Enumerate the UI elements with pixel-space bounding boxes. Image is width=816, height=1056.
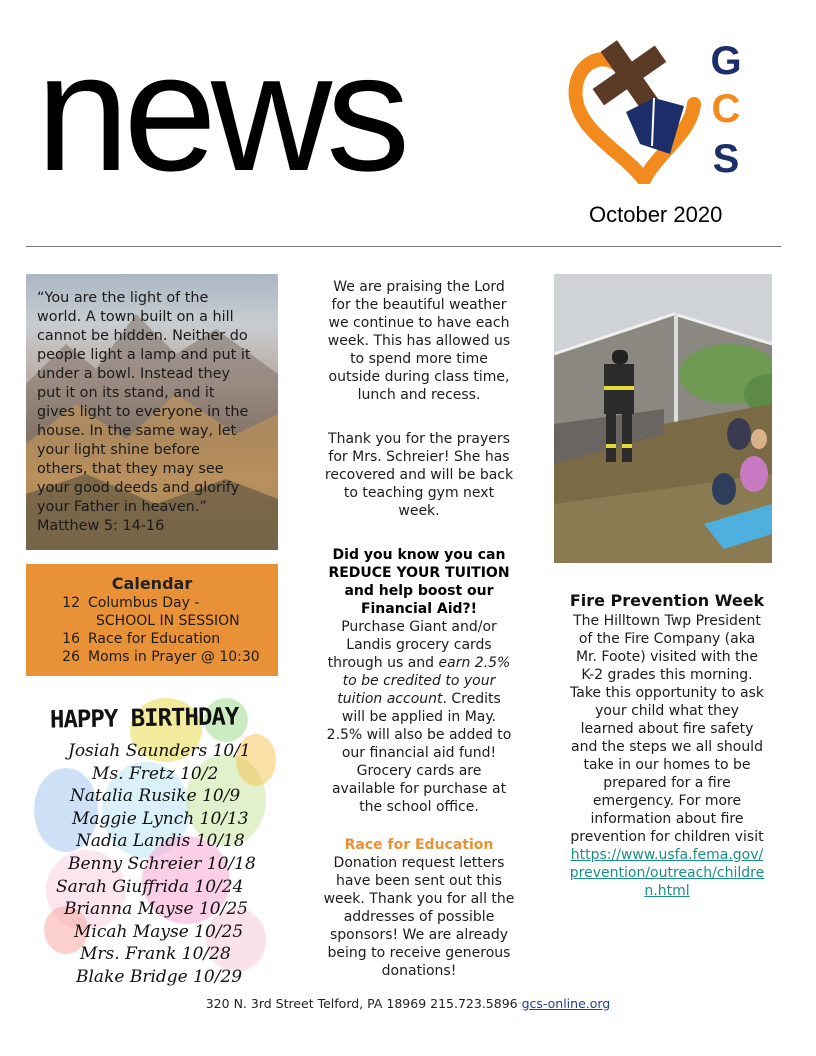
- quote-line: “You are the light of the: [37, 290, 209, 306]
- logo-letter-s: S: [712, 137, 740, 181]
- birthday-entry: Blake Bridge 10/29: [76, 966, 243, 986]
- fire-safety-link[interactable]: n.html: [644, 883, 690, 899]
- calendar-day: 12: [62, 595, 80, 611]
- quote-line: others, that they may see: [37, 461, 224, 477]
- fire-safety-link[interactable]: https://www.usfa.fema.gov/: [570, 847, 764, 863]
- quote-citation: Matthew 5: 14-16: [37, 518, 165, 534]
- website-link[interactable]: gcs-online.org: [521, 996, 611, 1011]
- tuition-heading: REDUCE YOUR TUITION: [328, 565, 510, 581]
- calendar-event-text: Race for Education: [88, 631, 221, 647]
- weather-paragraph: We are praising the Lord for the beautiful weather we continue to have each week. This has allowed us to spend more time outside during class time, lunch and recess.: [327, 279, 511, 403]
- quote-line: your Father in heaven.”: [37, 499, 207, 515]
- calendar-event-text: Moms in Prayer @ 10:30: [88, 649, 260, 665]
- fire-paragraph: The Hilltown Twp President of the Fire Company (aka Mr. Foote) visited with the K-2 grades this morning. Take this opportunity to ask your child what they learned about fire safety and the steps we all should take in our homes to be prepared for a fire emergency. For more information about fire prevention for children visit https://www.usfa.fema.gov/ prevention/outreach/childre n.html: [554, 612, 780, 900]
- calendar-title: Calendar: [111, 574, 193, 593]
- quote-line: put it on its stand, and it: [37, 385, 215, 401]
- calendar-event: [26, 648, 278, 666]
- quote-line: your good deeds and glorify: [37, 480, 240, 496]
- quote-line: people light a lamp and put it: [37, 347, 251, 363]
- birthday-entry: Josiah Saunders 10/1: [68, 741, 251, 761]
- race-section: Race for Education Donation request letters have been sent out this week. Thank you for all the addresses of possible sponsors! We are already being to receive generous donations!: [308, 836, 530, 980]
- header-divider: [26, 246, 781, 247]
- calendar-event: [26, 630, 278, 648]
- birthday-entry: Ms. Fretz 10/2: [92, 763, 219, 784]
- calendar-event-text: Columbus Day -: [88, 595, 200, 611]
- birthday-entry: Brianna Mayse 10/25: [64, 899, 248, 920]
- quote-line: your light shine before: [37, 442, 200, 458]
- gcs-logo: [566, 34, 756, 184]
- birthday-entry: Benny Schreier 10/18: [68, 853, 256, 874]
- quote-line: gives light to everyone in the: [37, 404, 249, 420]
- calendar-event-text-cont: SCHOOL IN SESSION: [96, 613, 240, 629]
- calendar-day: 16: [62, 631, 80, 647]
- calendar-day: 26: [62, 649, 80, 665]
- tuition-heading: and help boost our: [344, 583, 494, 599]
- tuition-section: Did you know you can REDUCE YOUR TUITION and help boost our Financial Aid?! Purchase Giant and/or Landis grocery cards through us and earn 2.5% to be credited to your tuition account. Credits will be applied in May. 2.5% will also be added to our financial aid fund! Grocery cards are available for purchase at the school office.: [308, 546, 530, 816]
- quote-line: world. A town built on a hill: [37, 309, 234, 325]
- fire-safety-link[interactable]: prevention/outreach/childre: [569, 865, 765, 881]
- quote-line: under a bowl. Instead they: [37, 366, 230, 382]
- quote-line: house. In the same way, let: [37, 423, 237, 439]
- logo-letter-c: C: [711, 87, 741, 131]
- quote-line: cannot be hidden. Neither do: [37, 328, 248, 344]
- footer: [0, 996, 816, 1011]
- birthday-entry: Mrs. Frank 10/28: [80, 944, 231, 965]
- scripture-quote-box: [26, 274, 278, 550]
- birthday-entry: Maggie Lynch 10/13: [72, 808, 249, 829]
- fire-prevention-photo: [554, 274, 772, 563]
- birthday-entry: Micah Mayse 10/25: [74, 921, 244, 942]
- newsletter-title: news: [36, 18, 405, 206]
- prayers-paragraph: Thank you for the prayers for Mrs. Schreier! She has recovered and will be back to teaching gym next week.: [324, 431, 514, 519]
- birthday-list: [26, 740, 278, 986]
- calendar-event: [26, 594, 278, 612]
- scripture-quote-text: [37, 289, 277, 536]
- fire-heading: Fire Prevention Week: [569, 591, 765, 610]
- birthday-entry: Natalia Rusike 10/9: [70, 786, 241, 807]
- tuition-heading: Financial Aid?!: [360, 601, 478, 617]
- logo-letter-g: G: [710, 39, 742, 83]
- issue-date: October 2020: [589, 202, 723, 227]
- footer-address: 320 N. 3rd Street Telford, PA 18969 215.723.5896: [205, 996, 522, 1011]
- birthday-entry: Nadia Landis 10/18: [76, 831, 245, 852]
- birthday-entry: Sarah Giuffrida 10/24: [56, 876, 244, 897]
- birthday-box: [26, 690, 278, 986]
- birthday-title: HAPPY BIRTHDAY: [49, 702, 239, 734]
- calendar-box: [26, 564, 278, 676]
- race-heading: Race for Education: [344, 837, 494, 853]
- tuition-heading: Did you know you can: [332, 547, 506, 563]
